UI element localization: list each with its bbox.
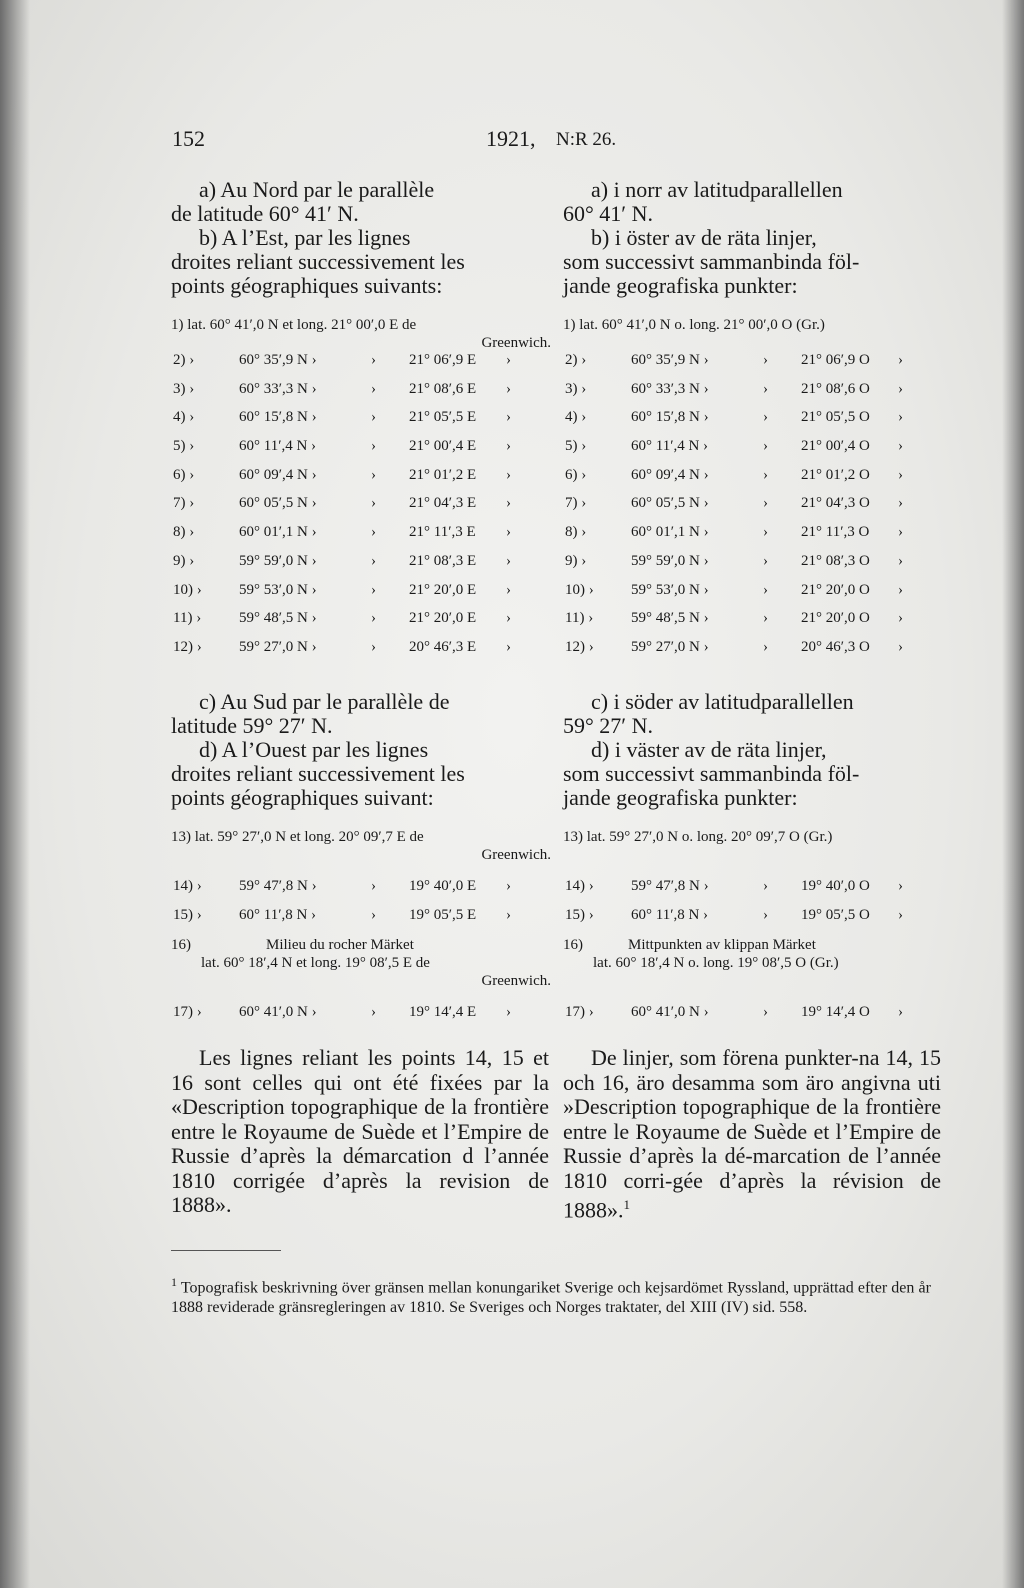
sv-a-line1: a) i norr av latitudparallellen <box>591 177 843 202</box>
fr-ditto-mark: › <box>506 581 511 598</box>
fr-point-16-number: 16) <box>171 937 191 953</box>
sv-latitude: 60° 15′,8 N › <box>631 409 709 426</box>
fr-point-number: 5) › <box>173 438 195 455</box>
sv-row <box>563 576 941 605</box>
page-number: 152 <box>172 126 205 151</box>
fr-ditto-mark: › <box>506 524 511 541</box>
fr-ditto-mark: › <box>371 581 376 598</box>
fr-ditto-mark: › <box>371 1004 376 1020</box>
fr-row <box>171 403 549 432</box>
sv-point-number: 4) › <box>565 409 587 426</box>
sv-longitude: 20° 46′,3 O <box>801 638 870 655</box>
sv-latitude: 59° 47′,8 N › <box>631 878 709 894</box>
fr-latitude: 60° 15′,8 N › <box>239 409 317 426</box>
fr-point-number: 6) › <box>173 466 195 483</box>
sv-ditto-mark: › <box>763 906 768 923</box>
fr-latitude: 60° 11′,4 N › <box>239 438 317 455</box>
sv-point-number: 9) › <box>565 552 587 569</box>
sv-longitude: 19° 05′,5 O <box>801 906 870 923</box>
sv-ditto-mark: › <box>898 878 903 894</box>
fr-ditto-mark: › <box>371 438 376 455</box>
sv-ditto-mark: › <box>763 1004 768 1020</box>
fr-row <box>171 633 549 662</box>
fr-row <box>171 901 549 930</box>
fr-ditto-mark: › <box>506 380 511 397</box>
sv-footnote-ref: 1 <box>623 1197 630 1212</box>
sv-ditto-mark: › <box>898 638 903 655</box>
fr-point-13 <box>171 828 551 864</box>
fr-point-1-cont: Greenwich. <box>481 335 551 351</box>
fr-point-number: 12) › <box>173 638 202 655</box>
fr-longitude: 21° 08′,3 E <box>409 552 477 569</box>
fr-longitude: 19° 14′,4 E <box>409 1004 477 1020</box>
sv-point-16-number: 16) <box>563 937 583 953</box>
sv-c-line2: 59° 27′ N. <box>563 713 653 738</box>
fr-ditto-mark: › <box>506 495 511 512</box>
sv-point-number: 3) › <box>565 380 587 397</box>
sv-row <box>563 375 941 404</box>
sv-latitude: 60° 35′,9 N › <box>631 352 709 368</box>
sv-coordinates-table-2 <box>563 872 941 929</box>
fr-ditto-mark: › <box>371 638 376 655</box>
sv-c-line1: c) i söder av latitudparallellen <box>591 689 854 714</box>
sv-ditto-mark: › <box>763 352 768 368</box>
fr-latitude: 60° 33′,3 N › <box>239 380 317 397</box>
sv-longitude: 21° 20′,0 O <box>801 610 870 627</box>
fr-b-line3: points géographiques suivants: <box>171 273 443 298</box>
fr-longitude: 20° 46′,3 E <box>409 638 477 655</box>
fr-latitude: 60° 05′,5 N › <box>239 495 317 512</box>
fr-latitude: 59° 48′,5 N › <box>239 610 317 627</box>
fr-point-16 <box>171 936 551 990</box>
fr-row <box>171 547 549 576</box>
fr-c-line1: c) Au Sud par le parallèle de <box>199 689 450 714</box>
fr-ditto-mark: › <box>371 552 376 569</box>
fr-point-number: 15) › <box>173 906 202 923</box>
fr-ditto-mark: › <box>506 610 511 627</box>
sv-longitude: 19° 40′,0 O <box>801 878 870 894</box>
sv-row <box>563 998 941 1027</box>
sv-ditto-mark: › <box>763 638 768 655</box>
fr-row <box>171 518 549 547</box>
sv-point-number: 5) › <box>565 438 587 455</box>
fr-longitude: 19° 40′,0 E <box>409 878 477 894</box>
sv-longitude: 21° 00′,4 O <box>801 438 870 455</box>
fr-ditto-mark: › <box>506 906 511 923</box>
fr-c-line2: latitude 59° 27′ N. <box>171 713 333 738</box>
sv-longitude: 21° 01′,2 O <box>801 466 870 483</box>
sv-ditto-mark: › <box>763 380 768 397</box>
fr-longitude: 21° 05′,5 E <box>409 409 477 426</box>
sv-latitude: 59° 53′,0 N › <box>631 581 709 598</box>
fr-d-line2: droites reliant successivement les <box>171 761 465 786</box>
fr-longitude: 21° 20′,0 E <box>409 581 477 598</box>
sv-b-line1: b) i öster av de räta linjer, <box>591 225 817 250</box>
fr-row <box>171 998 549 1027</box>
sv-point-number: 12) › <box>565 638 594 655</box>
fr-a-line1: a) Au Nord par le parallèle <box>199 177 435 202</box>
sv-point-number: 14) › <box>565 878 594 894</box>
sv-row <box>563 604 941 633</box>
sv-row <box>563 633 941 662</box>
sv-point-13 <box>563 828 943 846</box>
sv-point-number: 7) › <box>565 495 587 512</box>
sv-row <box>563 489 941 518</box>
sv-point-number: 2) › <box>565 352 587 368</box>
sv-latitude: 60° 11′,4 N › <box>631 438 709 455</box>
fr-ditto-mark: › <box>506 878 511 894</box>
sv-latitude: 60° 33′,3 N › <box>631 380 709 397</box>
sv-point-16 <box>563 936 943 972</box>
fr-coordinates-table <box>171 346 549 662</box>
sv-longitude: 19° 14′,4 O <box>801 1004 870 1020</box>
french-column <box>171 178 549 298</box>
sv-point-number: 6) › <box>565 466 587 483</box>
fr-ditto-mark: › <box>371 380 376 397</box>
sv-latitude: 59° 59′,0 N › <box>631 552 709 569</box>
fr-latitude: 60° 09′,4 N › <box>239 466 317 483</box>
sv-point-number: 15) › <box>565 906 594 923</box>
fr-longitude: 21° 06′,9 E <box>409 352 477 368</box>
sv-b-line3: jande geografiska punkter: <box>563 273 798 298</box>
fr-point-number: 11) › <box>173 610 202 627</box>
sv-latitude: 60° 05′,5 N › <box>631 495 709 512</box>
fr-ditto-mark: › <box>371 409 376 426</box>
header-year: 1921, <box>486 126 536 151</box>
sv-ditto-mark: › <box>898 524 903 541</box>
fr-closing-text: Les lignes reliant les points 14, 15 et 16 sont celles qui ont été fixées par la «Description topographique de la frontière entre le Royaume de Suède et l’Empire de Russie d’après la démarcation d l’année 1810 corrigée d’après la revision de 1888». <box>171 1045 549 1217</box>
fr-point-number: 10) › <box>173 581 202 598</box>
sv-latitude: 60° 41′,0 N › <box>631 1004 709 1020</box>
sv-clause-b <box>563 226 941 298</box>
fr-ditto-mark: › <box>506 352 511 368</box>
fr-b-line2: droites reliant successivement les <box>171 249 465 274</box>
fr-a-line2: de latitude 60° 41′ N. <box>171 201 359 226</box>
sv-row <box>563 403 941 432</box>
sv-ditto-mark: › <box>898 906 903 923</box>
sv-ditto-mark: › <box>898 466 903 483</box>
fr-ditto-mark: › <box>506 1004 511 1020</box>
fr-point-16-name: Milieu du rocher Märket <box>266 937 414 953</box>
fr-ditto-mark: › <box>371 524 376 541</box>
sv-row <box>563 547 941 576</box>
sv-ditto-mark: › <box>898 610 903 627</box>
sv-point-number: 8) › <box>565 524 587 541</box>
fr-longitude: 21° 01′,2 E <box>409 466 477 483</box>
fr-ditto-mark: › <box>506 409 511 426</box>
sv-closing <box>563 1046 941 1223</box>
sv-longitude: 21° 04′,3 O <box>801 495 870 512</box>
fr-row <box>171 375 549 404</box>
fr-latitude: 60° 01′,1 N › <box>239 524 317 541</box>
sv-row <box>563 518 941 547</box>
fr-row <box>171 604 549 633</box>
fr-coordinates-table-2 <box>171 872 549 929</box>
fr-point-number: 2) › <box>173 352 195 368</box>
footnote-text: Topografisk beskrivning över gränsen mellan konungariket Sverige och kejsardömet Ryssland, upprättad efter den år 1888 reviderade gränsregleringen av 1810. Se Sveriges och Norges traktater, del XIII (IV) sid. 558. <box>171 1279 931 1317</box>
sv-ditto-mark: › <box>898 581 903 598</box>
sv-closing-body: De linjer, som förena punkter-na 14, 15 och 16, äro desamma som äro angivna uti »Description topographique de la frontière entre le Royaume de Suède et l’Empire de Russie d’après la dé-marcation de l’année 1810 corri-gée d’après la révision de 1888». <box>563 1045 941 1223</box>
sv-row <box>563 872 941 901</box>
fr-clause-a <box>171 178 549 226</box>
sv-point-number: 11) › <box>565 610 594 627</box>
fr-point-1-line: 1) lat. 60° 41′,0 N et long. 21° 00′,0 E de <box>171 317 417 333</box>
fr-row <box>171 461 549 490</box>
fr-ditto-mark: › <box>371 352 376 368</box>
sv-ditto-mark: › <box>763 495 768 512</box>
fr-point-number: 7) › <box>173 495 195 512</box>
fr-row <box>171 576 549 605</box>
sv-clause-a <box>563 178 941 226</box>
sv-a-line2: 60° 41′ N. <box>563 201 653 226</box>
fr-d-line1: d) A l’Ouest par les lignes <box>199 737 429 762</box>
sv-d-line2: som successivt sammanbinda föl- <box>563 761 860 786</box>
fr-longitude: 21° 08′,6 E <box>409 380 477 397</box>
fr-longitude: 21° 00′,4 E <box>409 438 477 455</box>
sv-row <box>563 461 941 490</box>
sv-row <box>563 432 941 461</box>
sv-latitude: 60° 01′,1 N › <box>631 524 709 541</box>
fr-point-number: 3) › <box>173 380 195 397</box>
fr-point-16-line: lat. 60° 18′,4 N et long. 19° 08′,5 E de <box>201 955 430 971</box>
fr-ditto-mark: › <box>371 878 376 894</box>
sv-ditto-mark: › <box>763 524 768 541</box>
sv-longitude: 21° 06′,9 O <box>801 352 870 368</box>
sv-ditto-mark: › <box>763 581 768 598</box>
sv-longitude: 21° 05′,5 O <box>801 409 870 426</box>
sv-point-number: 17) › <box>565 1004 594 1020</box>
sv-ditto-mark: › <box>898 438 903 455</box>
sv-ditto-mark: › <box>763 552 768 569</box>
fr-latitude: 59° 27′,0 N › <box>239 638 317 655</box>
fr-latitude: 59° 47′,8 N › <box>239 878 317 894</box>
sv-closing-text <box>563 1046 941 1223</box>
fr-longitude: 21° 04′,3 E <box>409 495 477 512</box>
sv-latitude: 60° 11′,8 N › <box>631 906 709 923</box>
sv-ditto-mark: › <box>763 438 768 455</box>
sv-ditto-mark: › <box>898 380 903 397</box>
sv-latitude: 59° 48′,5 N › <box>631 610 709 627</box>
sv-b-line2: som successivt sammanbinda föl- <box>563 249 860 274</box>
sv-longitude: 21° 11′,3 O <box>801 524 870 541</box>
sv-clauses-cd <box>563 690 941 810</box>
sv-point-number: 10) › <box>565 581 594 598</box>
fr-point-16-cont: Greenwich. <box>481 973 551 989</box>
fr-latitude: 60° 11′,8 N › <box>239 906 317 923</box>
sv-ditto-mark: › <box>763 466 768 483</box>
fr-ditto-mark: › <box>371 495 376 512</box>
fr-ditto-mark: › <box>371 906 376 923</box>
fr-longitude: 21° 20′,0 E <box>409 610 477 627</box>
sv-ditto-mark: › <box>898 352 903 368</box>
fr-b-line1: b) A l’Est, par les lignes <box>199 225 411 250</box>
sv-d-line1: d) i väster av de räta linjer, <box>591 737 827 762</box>
fr-point-number: 14) › <box>173 878 202 894</box>
fr-latitude: 60° 41′,0 N › <box>239 1004 317 1020</box>
fr-row <box>171 346 549 375</box>
footnote-rule <box>171 1250 281 1251</box>
fr-d-line3: points géographiques suivant: <box>171 785 434 810</box>
fr-clauses-cd <box>171 690 549 810</box>
swedish-column <box>563 178 941 298</box>
fr-point-13-cont: Greenwich. <box>481 847 551 863</box>
fr-latitude: 59° 53′,0 N › <box>239 581 317 598</box>
sv-coordinates-table <box>563 346 941 662</box>
sv-ditto-mark: › <box>763 610 768 627</box>
sv-d-line3: jande geografiska punkter: <box>563 785 798 810</box>
fr-row <box>171 489 549 518</box>
footnote <box>171 1272 931 1318</box>
fr-point-13-line: 13) lat. 59° 27′,0 N et long. 20° 09′,7 E de <box>171 829 424 845</box>
fr-closing <box>171 1046 549 1218</box>
fr-point-number: 9) › <box>173 552 195 569</box>
footnote-marker: 1 <box>171 1275 177 1289</box>
sv-point-1-line: 1) lat. 60° 41′,0 N o. long. 21° 00′,0 O (Gr.) <box>563 317 825 333</box>
fr-point-number: 17) › <box>173 1004 202 1020</box>
fr-ditto-mark: › <box>506 438 511 455</box>
sv-longitude: 21° 20′,0 O <box>801 581 870 598</box>
sv-row <box>563 901 941 930</box>
sv-point-13-line: 13) lat. 59° 27′,0 N o. long. 20° 09′,7 O (Gr.) <box>563 829 833 845</box>
sv-point-16-line: lat. 60° 18′,4 N o. long. 19° 08′,5 O (Gr.) <box>593 955 839 971</box>
sv-longitude: 21° 08′,6 O <box>801 380 870 397</box>
sv-latitude: 60° 09′,4 N › <box>631 466 709 483</box>
fr-ditto-mark: › <box>506 466 511 483</box>
sv-latitude: 59° 27′,0 N › <box>631 638 709 655</box>
fr-ditto-mark: › <box>506 552 511 569</box>
fr-clause-b <box>171 226 549 298</box>
fr-ditto-mark: › <box>506 638 511 655</box>
sv-point-17 <box>563 998 941 1027</box>
fr-ditto-mark: › <box>371 610 376 627</box>
fr-longitude: 19° 05′,5 E <box>409 906 477 923</box>
fr-longitude: 21° 11′,3 E <box>409 524 476 541</box>
sv-row <box>563 346 941 375</box>
fr-latitude: 59° 59′,0 N › <box>239 552 317 569</box>
fr-row <box>171 872 549 901</box>
sv-ditto-mark: › <box>763 409 768 426</box>
sv-ditto-mark: › <box>898 552 903 569</box>
fr-point-17 <box>171 998 549 1027</box>
fr-latitude: 60° 35′,9 N › <box>239 352 317 368</box>
header-issue: N:R 26. <box>556 129 617 150</box>
sv-point-1 <box>563 316 943 334</box>
sv-ditto-mark: › <box>898 409 903 426</box>
sv-ditto-mark: › <box>898 495 903 512</box>
fr-ditto-mark: › <box>371 466 376 483</box>
fr-point-number: 8) › <box>173 524 195 541</box>
sv-point-16-name: Mittpunkten av klippan Märket <box>628 937 816 953</box>
sv-ditto-mark: › <box>898 1004 903 1020</box>
sv-ditto-mark: › <box>763 878 768 894</box>
sv-longitude: 21° 08′,3 O <box>801 552 870 569</box>
fr-row <box>171 432 549 461</box>
fr-point-number: 4) › <box>173 409 195 426</box>
